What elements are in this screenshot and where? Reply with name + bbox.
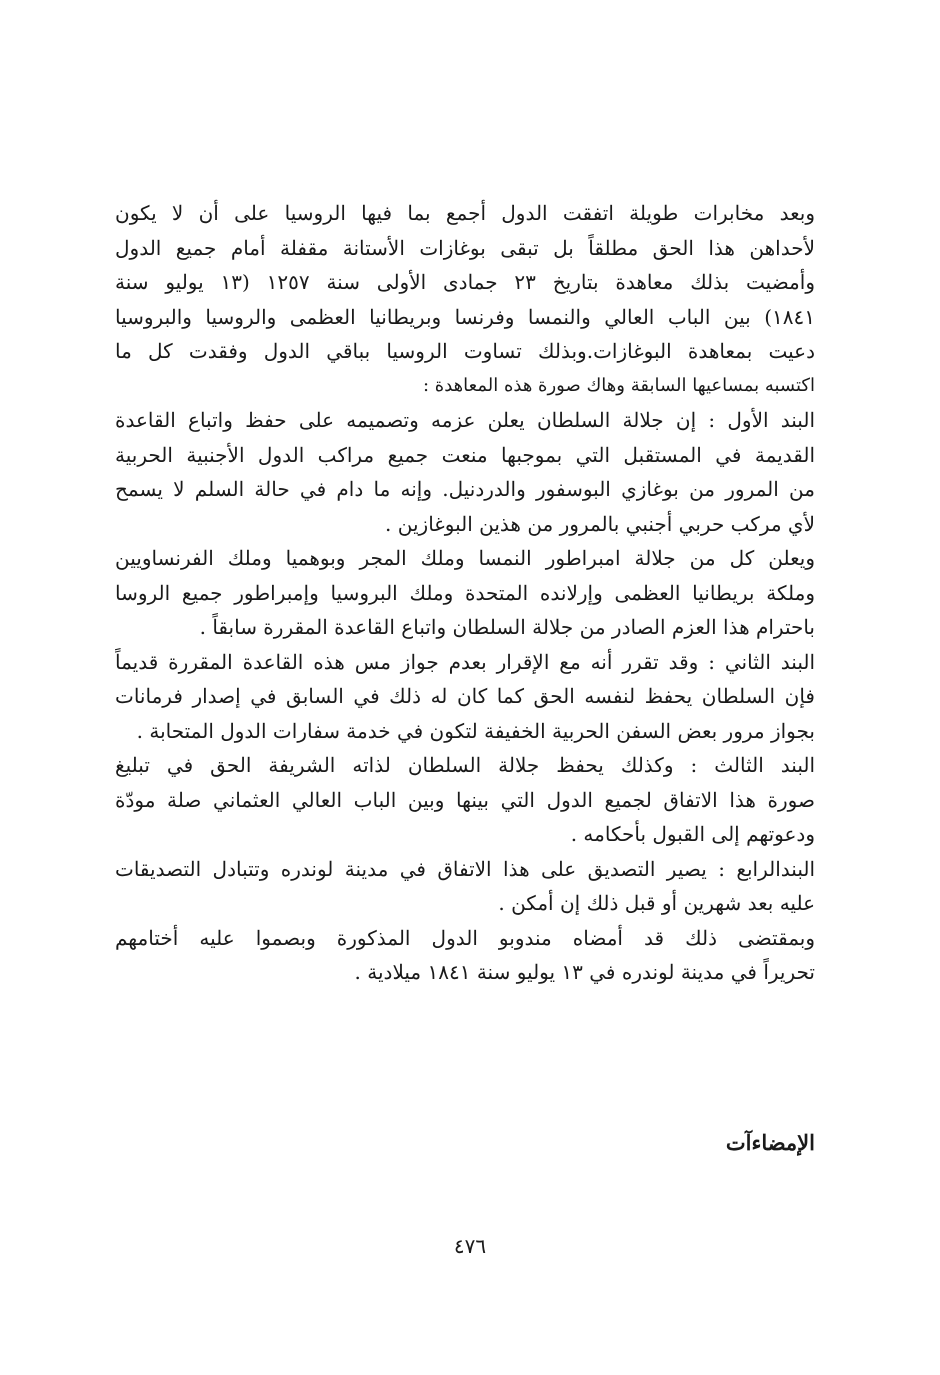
text-line: بجواز مرور بعض السفن الحربية الخفيفة لتكون في خدمة سفارات الدول المتحابة . <box>136 718 815 743</box>
page-number: ٤٧٦ <box>453 1234 487 1258</box>
clause-one-line: البند الأول : إن جلالة السلطان يعلن عزمه وتصميمه على حفظ واتباع القاعدة <box>115 408 815 432</box>
text-line: من المرور من بوغازي البوسفور والدردنيل. وإنه ما دام في حالة السلم لا يسمح <box>115 477 815 501</box>
text-line: وملكة بريطانيا العظمى وإرلانده المتحدة وملك البروسيا وإمبراطور جميع الروسا <box>115 580 815 605</box>
text-line: القديمة في المستقبل التي بموجبها منعت جميع مراكب الدول الأجنبية الحربية <box>115 442 815 467</box>
text-line: باحترام هذا العزم الصادر من جلالة السلطان واتباع القاعدة المقررة سابقاً . <box>199 615 815 639</box>
text-line: تحريراً في مدينة لوندره في ١٣ يوليو سنة ١٨٤١ ميلادية . <box>354 960 815 984</box>
text-line: صورة هذا الاتفاق لجميع الدول التي بينها وبين الباب العالي العثماني صلة مودّة <box>115 787 815 812</box>
signatures-heading: الإمضاءآت <box>725 1130 815 1155</box>
text-line: وأمضيت بذلك معاهدة بتاريخ ٢٣ جمادى الأولى سنة ١٢٥٧ (١٣ يوليو سنة <box>115 270 815 294</box>
clause-four-line: البندالرابع : يصير التصديق على هذا الاتفاق في مدينة لوندره وتتبادل التصديقات <box>115 856 815 881</box>
text-line: اكتسبه بمساعيها السابقة وهاك صورة هذه المعاهدة : <box>423 374 815 396</box>
text-line: وبمقتضى ذلك قد أمضاه مندوبو الدول المذكورة وبصموا عليه أختامهم <box>115 925 815 950</box>
text-line: ويعلن كل من جلالة امبراطور النمسا وملك المجر وبوهميا وملك الفرنساويين <box>115 546 815 570</box>
text-line: ودعوتهم إلى القبول بأحكامه . <box>570 822 815 846</box>
clause-two-line: البند الثاني : وقد تقرر أنه مع الإقرار بعدم جواز مس هذه القاعدة المقررة قديماً <box>115 649 815 674</box>
text-line: دعيت بمعاهدة البوغازات.وبذلك تساوت الروسيا بباقي الدول وفقدت كل ما <box>115 339 815 363</box>
text-line: ١٨٤١) بين الباب العالي والنمسا وفرنسا وبريطانيا العظمى والروسيا والبروسيا <box>115 304 815 329</box>
text-line: وبعد مخابرات طويلة اتفقت الدول أجمع بما فيها الروسيا على أن لا يكون <box>115 201 815 225</box>
text-line: فإن السلطان يحفظ لنفسه الحق كما كان له ذلك في السابق في إصدار فرمانات <box>115 684 815 708</box>
clause-three-line: البند الثالث : وكذلك يحفظ جلالة السلطان لذاته الشريفة الحق في تبليغ <box>115 753 815 777</box>
text-line: لأحداهن هذا الحق مطلقاً بل تبقى بوغازات الأستانة مقفلة أمام جميع الدول <box>115 235 815 260</box>
body-text <box>115 196 815 1155</box>
text-line: لأي مركب حربي أجنبي بالمرور من هذين البوغازين . <box>385 511 815 536</box>
text-line: عليه بعد شهرين أو قبل ذلك إن أمكن . <box>498 891 815 915</box>
